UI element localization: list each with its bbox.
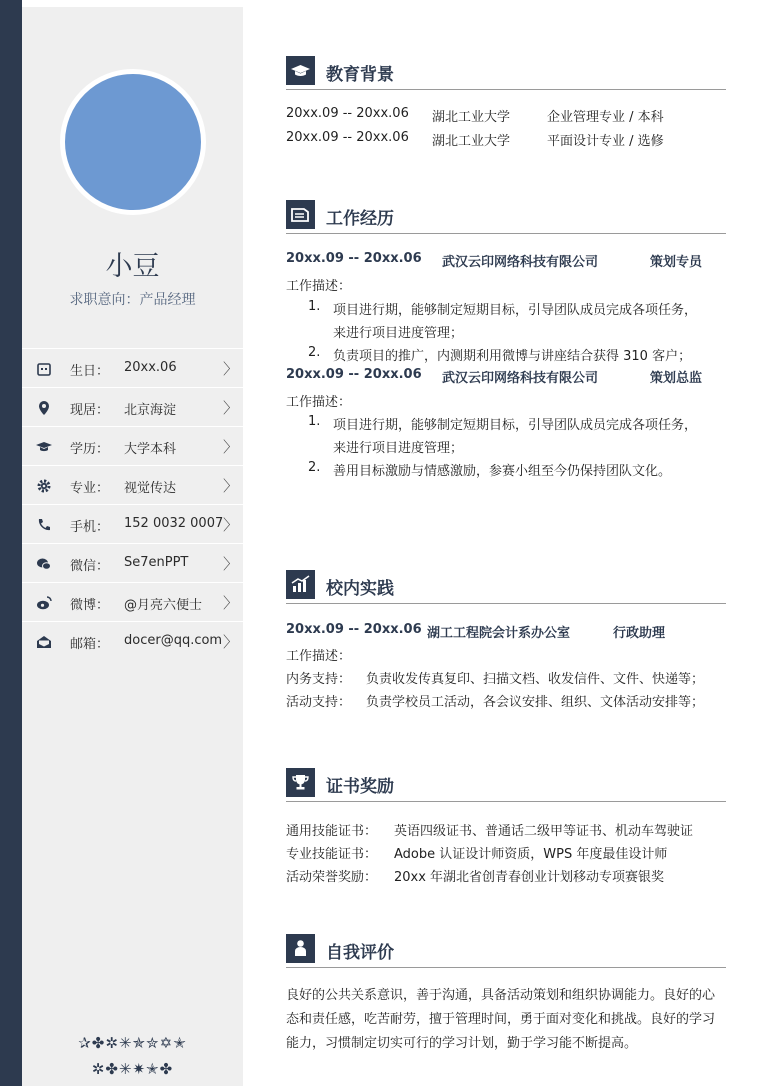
job-period: 20xx.09 -- 20xx.06 [286,367,422,382]
info-row-birthday [22,348,243,387]
chevron-right-icon: 〉 [223,555,239,573]
info-value: @月亮六便士 [124,598,203,613]
item-text: 善用目标激励与情感激励，参赛小组至今仍保持团队文化。 [333,464,672,479]
info-label: 手机： [70,520,110,535]
info-row-wechat [22,543,243,582]
item-label: 专业技能证书： [286,847,378,862]
chevron-right-icon: 〉 [223,477,239,495]
campus-org: 湖工工程院会计系办公室 [427,626,571,641]
trophy-icon [286,768,315,797]
job-desc-label: 工作描述： [286,279,352,294]
item-label: 内务支持： [286,672,352,687]
chevron-right-icon: 〉 [223,633,239,651]
info-value: 20xx.06 [124,360,177,375]
item-number: 2. [308,345,321,360]
section-header-awards [286,768,726,802]
info-label: 现居： [70,403,110,418]
edu-period: 20xx.09 -- 20xx.06 [286,106,409,121]
left-accent-stripe [0,0,22,1086]
info-label: 微博： [70,598,110,613]
mail-icon [36,634,52,650]
section-title: 校内实践 [326,579,394,599]
job-company: 武汉云印网络科技有限公司 [442,255,599,270]
info-value: 北京海淀 [124,403,177,418]
info-value: 视觉传达 [124,481,177,496]
section-header-self [286,934,726,968]
item-text: 项目进行期，能够制定短期目标，引导团队成员完成各项任务， [333,418,698,433]
chevron-right-icon: 〉 [223,360,239,378]
section-title: 证书奖励 [326,777,394,797]
sidebar [22,7,243,1086]
campus-role: 行政助理 [613,626,666,641]
info-label: 邮箱： [70,637,110,652]
job-role: 策划总监 [650,371,703,386]
info-value: Se7enPPT [124,555,189,570]
info-row-major [22,465,243,504]
chevron-right-icon: 〉 [223,594,239,612]
edu-major: 企业管理专业 / 本科 [547,110,664,125]
info-row-weibo [22,582,243,621]
calendar-icon [36,361,52,377]
location-pin-icon [36,400,52,416]
info-label: 学历： [70,442,110,457]
section-header-education [286,56,726,90]
item-text: 英语四级证书、普通话二级甲等证书、机动车驾驶证 [394,824,694,839]
job-intent: 求职意向：产品经理 [69,292,196,308]
graduation-cap-icon [286,56,315,85]
info-row-email [22,621,243,660]
wechat-icon [36,556,52,572]
info-label: 微信： [70,559,110,574]
weibo-icon [36,595,52,611]
section-header-campus [286,570,726,604]
info-value: docer@qq.com [124,633,223,648]
item-label: 通用技能证书： [286,824,378,839]
item-label: 活动支持： [286,695,352,710]
section-title: 工作经历 [326,209,394,229]
info-label: 专业： [70,481,110,496]
avatar [60,69,206,215]
chevron-right-icon: 〉 [223,438,239,456]
job-desc-label: 工作描述： [286,395,352,410]
edu-period: 20xx.09 -- 20xx.06 [286,130,409,145]
decorative-stars-row: ✰✤✲✳✯✮✡✭ [78,1034,187,1052]
chevron-right-icon: 〉 [223,516,239,534]
item-number: 1. [308,414,321,429]
item-text: 负责项目的推广，内测期利用微博与讲座结合获得 310 客户； [333,349,692,364]
job-role: 策划专员 [650,255,703,270]
campus-period: 20xx.09 -- 20xx.06 [286,622,422,637]
profile-name: 小豆 [105,251,160,282]
item-label: 活动荣誉奖励： [286,870,378,885]
edu-school: 湖北工业大学 [432,134,511,149]
self-evaluation-text: 良好的公共关系意识，善于沟通，具备活动策划和组织协调能力。良好的心态和责任感，吃苦耐劳，擅于管理时间，勇于面对变化和挑战。良好的学习能力，习惯制定切实可行的学习计划，勤于学习能不断提高。 [286,988,716,1051]
job-company: 武汉云印网络科技有限公司 [442,371,599,386]
section-header-work [286,200,726,234]
item-number: 2. [308,460,321,475]
gear-icon [36,478,52,494]
info-list [22,348,243,660]
item-text: 来进行项目进度管理； [333,326,464,341]
item-text: 项目进行期，能够制定短期目标，引导团队成员完成各项任务， [333,303,698,318]
item-number: 1. [308,299,321,314]
item-text: Adobe 认证设计师资质，WPS 年度最佳设计师 [394,847,668,862]
decorative-stars-row: ✲✤✳✷✭✤ [91,1060,174,1078]
info-row-phone [22,504,243,543]
campus-desc-label: 工作描述： [286,649,352,664]
phone-icon [36,517,52,533]
edu-major: 平面设计专业 / 选修 [547,134,664,149]
graduation-cap-icon [36,439,52,455]
info-row-location [22,387,243,426]
info-value: 大学本科 [124,442,177,457]
book-icon [286,200,315,229]
edu-school: 湖北工业大学 [432,110,511,125]
item-text: 负责学校员工活动，各会议安排、组织、文体活动安排等； [366,695,705,710]
section-title: 教育背景 [326,65,394,85]
section-title: 自我评价 [326,943,394,963]
item-text: 20xx 年湖北省创青春创业计划移动专项赛银奖 [394,870,665,885]
person-icon [286,934,315,963]
item-text: 负责收发传真复印、扫描文档、收发信件、文件、快递等； [366,672,705,687]
job-period: 20xx.09 -- 20xx.06 [286,251,422,266]
info-label: 生日： [70,364,110,379]
item-text: 来进行项目进度管理； [333,441,464,456]
info-row-education [22,426,243,465]
info-value: 152 0032 0007 [124,516,224,531]
chevron-right-icon: 〉 [223,399,239,417]
bar-chart-icon [286,570,315,599]
